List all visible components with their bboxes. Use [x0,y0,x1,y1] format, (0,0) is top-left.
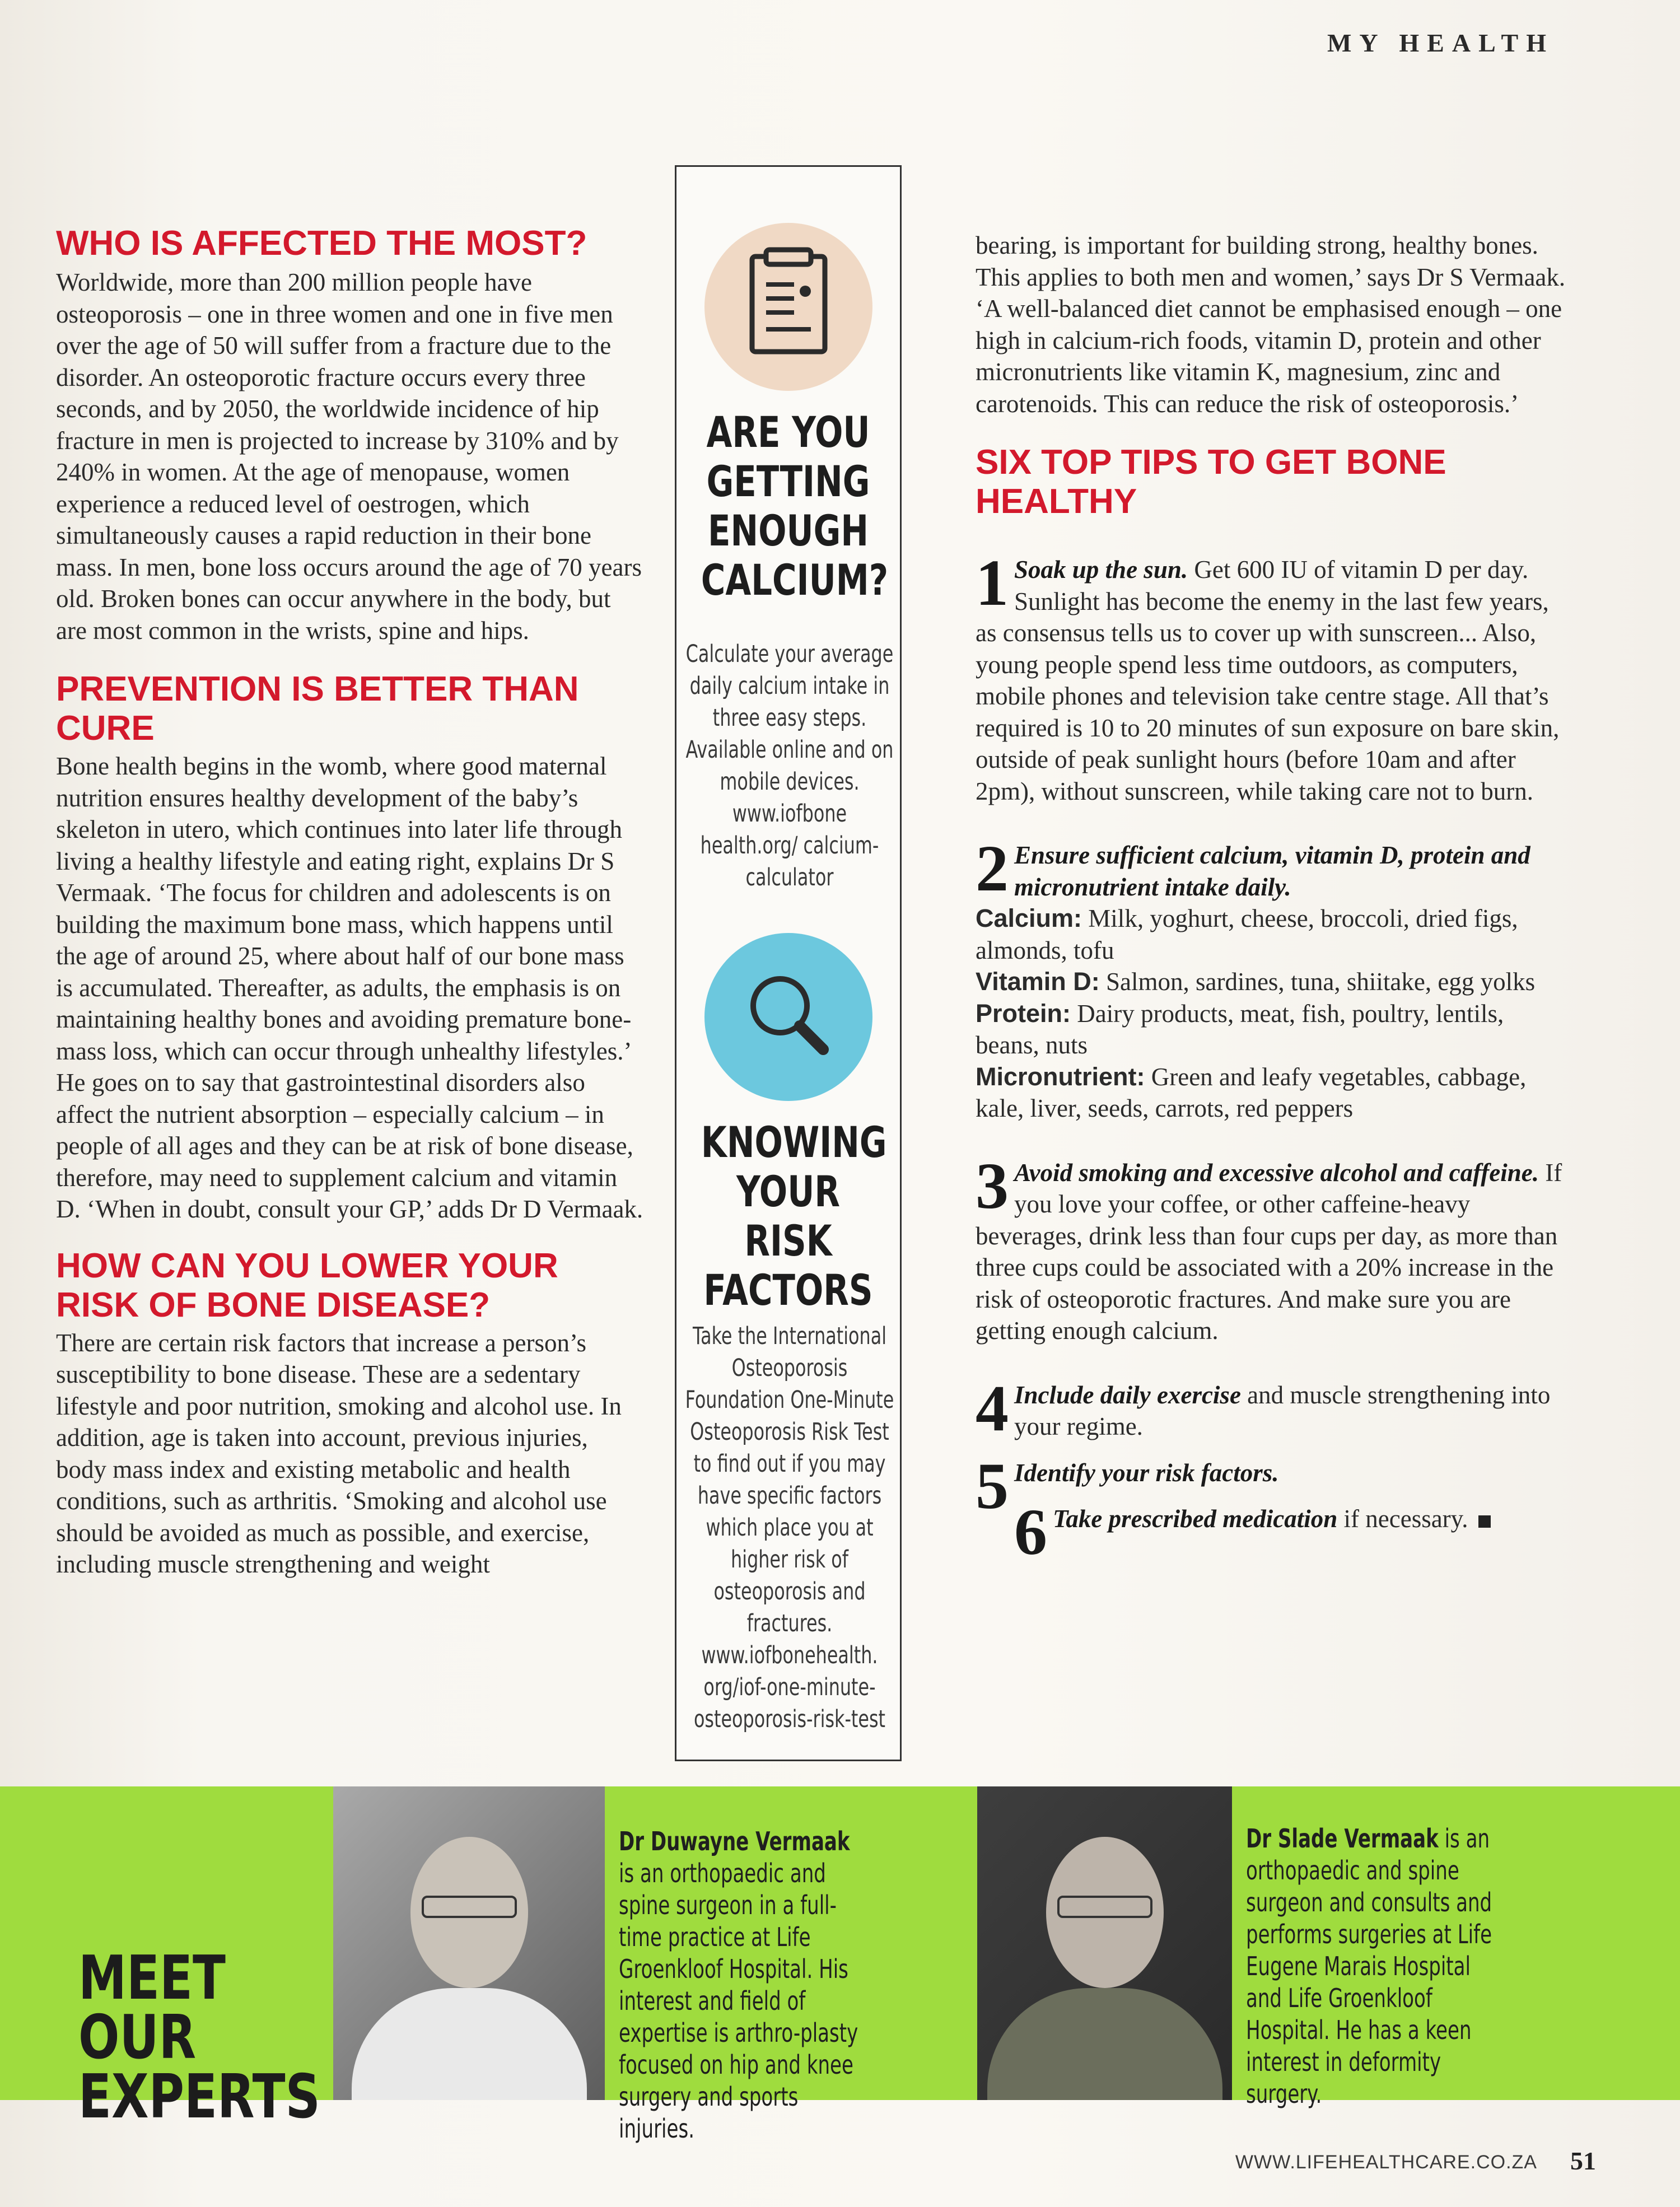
tip-lead: Avoid smoking and excessive alcohol and caffeine. [1014,1158,1539,1187]
nutrient-label: Protein: [976,998,1071,1028]
end-mark-icon [1478,1515,1491,1528]
nutrient-value: Green and leafy vegetables, cabbage, kale, liver, seeds, carrots, red peppers [976,1062,1527,1122]
sidebar-title-calcium: ARE YOU GETTING ENOUGH CALCIUM? [701,407,889,605]
sidebar-box [675,165,902,1761]
tip-text: Get 600 IU of vitamin D per day. Sunlight has become the enemy in the last few years, as consensus tells us to cover up with sunscreen... Also, young people spend less time outdoors, as computers, mobile phones and television take centre stage. All that’s required is 10 to 20 minutes of sun exposure on bare skin, outside of peak sunlight hours (before 10am and after 2pm), without sunscreen, while taking care not to burn. [976,556,1560,805]
continuation-text: bearing, is important for building strong, healthy bones. This applies to both men and women,’ says Dr S Vermaak. ‘A well-balanced diet cannot be emphasised enough – one high in calcium-rich foods, vitamin D, protein and other micronutrients like vitamin K, magnesium, zinc and carotenoids. This can reduce the risk of osteoporosis.’ [976,231,1566,418]
glasses-icon [1057,1896,1152,1918]
tip-lead: Ensure sufficient calcium, vitamin D, protein and micronutrient intake daily. [1014,841,1530,901]
section-heading-prevention: PREVENTION IS BETTER THAN CURE [56,670,579,748]
tip-number: 3 [976,1149,1009,1223]
clipboard-icon [704,223,872,391]
section-body-lower-risk: There are certain risk factors that increase a person’s susceptibility to bone disease. These are a sedentary lifestyle and poor nutrition, smoking and alcohol use. In addition, age is taken into account, previous injuries, body mass index and existing metabolic and health conditions, such as arthritis. ‘Smoking and alcohol use should be avoided as much as possible, and exercise, including muscle strengthening and weight [56,1328,622,1578]
tip-paragraph [976,1503,1569,1535]
expert-bio-text: is an orthopaedic and spine surgeon and consults and performs surgeries at Life Eugene Marais Hospital and Life Groenkloof Hospital. He has a keen interest in deformity surgery. [1246,1823,1492,2109]
tip-6 [976,1495,1569,1569]
nutrient-value: Dairy products, meat, fish, poultry, lentils, beans, nuts [976,999,1504,1059]
tip-4 [976,1371,1569,1445]
expert-photo-duwayne [333,1786,605,2100]
tip-paragraph [976,1149,1569,1347]
expert-bio-slade [1246,1823,1495,2110]
tip-2 [976,832,1569,1125]
tip-paragraph [976,1457,1569,1489]
tip-text: if necessary. [1337,1505,1468,1533]
experts-title-line: MEET [78,1943,226,2013]
tip-text: If you love your coffee, or other caffeine-heavy beverages, drink less than four cups per day, as more than three cups could be associated with a 20% increase in the risk of osteoporotic fractures. And make sure you are getting enough calcium. [976,1158,1562,1345]
tip-number: 4 [976,1371,1009,1445]
tips-heading: SIX TOP TIPS TO GET BONE HEALTHY [976,443,1446,521]
portrait-torso [352,1988,587,2100]
nutrient-line [976,903,1569,966]
section-body-prevention: Bone health begins in the womb, where good maternal nutrition ensures healthy development of the baby’s skeleton in utero, which continues into later life through living a healthy lifestyle and eating right, explains Dr S Vermaak. ‘The focus for children and adolescents is on building the maximum bone mass, which happens until the age of around 25, where about half of our bone mass is accumulated. Thereafter, as adults, the emphasis is on maintaining healthy bones and avoiding premature bone-mass loss, which can occur through unhealthy lifestyles.’ He goes on to say that gastrointestinal disorders also affect the nutrient absorption – especially calcium – in people of all ages and they can be at risk of bone disease, therefore, may need to supplement calcium and vitamin D. ‘When in doubt, consult your GP,’ adds Dr D Vermaak. [56,752,643,1223]
tip-1 [976,546,1569,807]
left-column [56,224,644,1580]
tip-number: 5 [976,1449,1009,1523]
expert-bio-duwayne [619,1826,867,2145]
footer-url: WWW.LIFEHEALTHCARE.CO.ZA [1235,2152,1537,2173]
expert-photo-slade [977,1786,1232,2100]
nutrient-label: Calcium: [976,904,1082,932]
section-body-affected: Worldwide, more than 200 million people have osteoporosis – one in three women and one in five men over the age of 50 will suffer from a fracture due to the disorder. An osteoporotic fracture occurs every three seconds, and by 2050, the worldwide incidence of hip fracture in men is projected to increase by 310% and by 240% in women. At the age of menopause, women experience a reduced level of oestrogen, which simultaneously causes a rapid reduction in their bone mass. In men, bone loss occurs around the age of 70 years old. Broken bones can occur anywhere in the body, but are most common in the wrists, spine and hips. [56,268,642,645]
sidebar-text-risk: Take the International Osteoporosis Foundation One-Minute Osteoporosis Risk Test to find out if you may have specific factors which place you at higher risk of osteoporosis and fractures. www.iofbonehealth. org/iof-one-minute- osteoporosis-risk-test [685,1322,894,1733]
expert-name: Dr Slade Vermaak [1246,1823,1439,1854]
tip-lead: Take prescribed medication [1053,1505,1338,1533]
experts-title-line: EXPERTS [78,2062,320,2132]
tip-text: and muscle strengthening into your regime. [1014,1380,1551,1440]
magnifier-icon [704,933,872,1101]
running-head: MY HEALTH [1327,29,1554,57]
experts-band [0,1786,1680,2144]
nutrient-line [976,998,1569,1061]
tip-number: 6 [1014,1495,1047,1569]
sidebar-title-risk: KNOWING YOUR RISK FACTORS [701,1117,887,1315]
experts-title [78,1943,320,2132]
tip-number: 1 [976,546,1009,619]
nutrient-value: Salmon, sardines, tuna, shiitake, egg yolks [1099,968,1536,996]
tip-lead: Soak up the sun. [1014,556,1188,584]
nutrient-label: Vitamin D: [976,967,1100,996]
tip-paragraph [976,832,1569,905]
nutrient-value: Milk, yoghurt, cheese, broccoli, dried figs, almonds, tofu [976,904,1518,964]
expert-name: Dr Duwayne Vermaak [619,1826,850,1856]
tip-number: 2 [976,832,1009,905]
portrait-torso [987,1988,1222,2100]
tip-lead: Identify your risk factors. [1014,1458,1279,1487]
tip-paragraph [976,1371,1569,1445]
sidebar-text-calcium: Calculate your average daily calcium intake in three easy steps. Available online and on mobile devices. www.iofbone health.org/ calcium-calculator [685,640,894,892]
tip-paragraph [976,546,1569,807]
page-number: 51 [1570,2147,1596,2175]
section-heading-lower-risk: HOW CAN YOU LOWER YOUR RISK OF BONE DISEASE? [56,1246,558,1324]
tip-lead: Include daily exercise [1014,1380,1241,1409]
nutrient-label: Micronutrient: [976,1062,1145,1091]
right-column [976,230,1569,1569]
expert-bio-text: is an orthopaedic and spine surgeon in a full-time practice at Life Groenkloof Hospital. His interest and field of expertise is arthro-plasty focused on hip and knee surgery and sports injuries. [619,1858,858,2144]
section-heading-affected: WHO IS AFFECTED THE MOST? [56,224,587,263]
nutrient-line [976,966,1569,998]
experts-title-line: OUR [78,2003,197,2073]
tip-3 [976,1149,1569,1347]
glasses-icon [422,1896,517,1918]
nutrient-line [976,1061,1569,1125]
